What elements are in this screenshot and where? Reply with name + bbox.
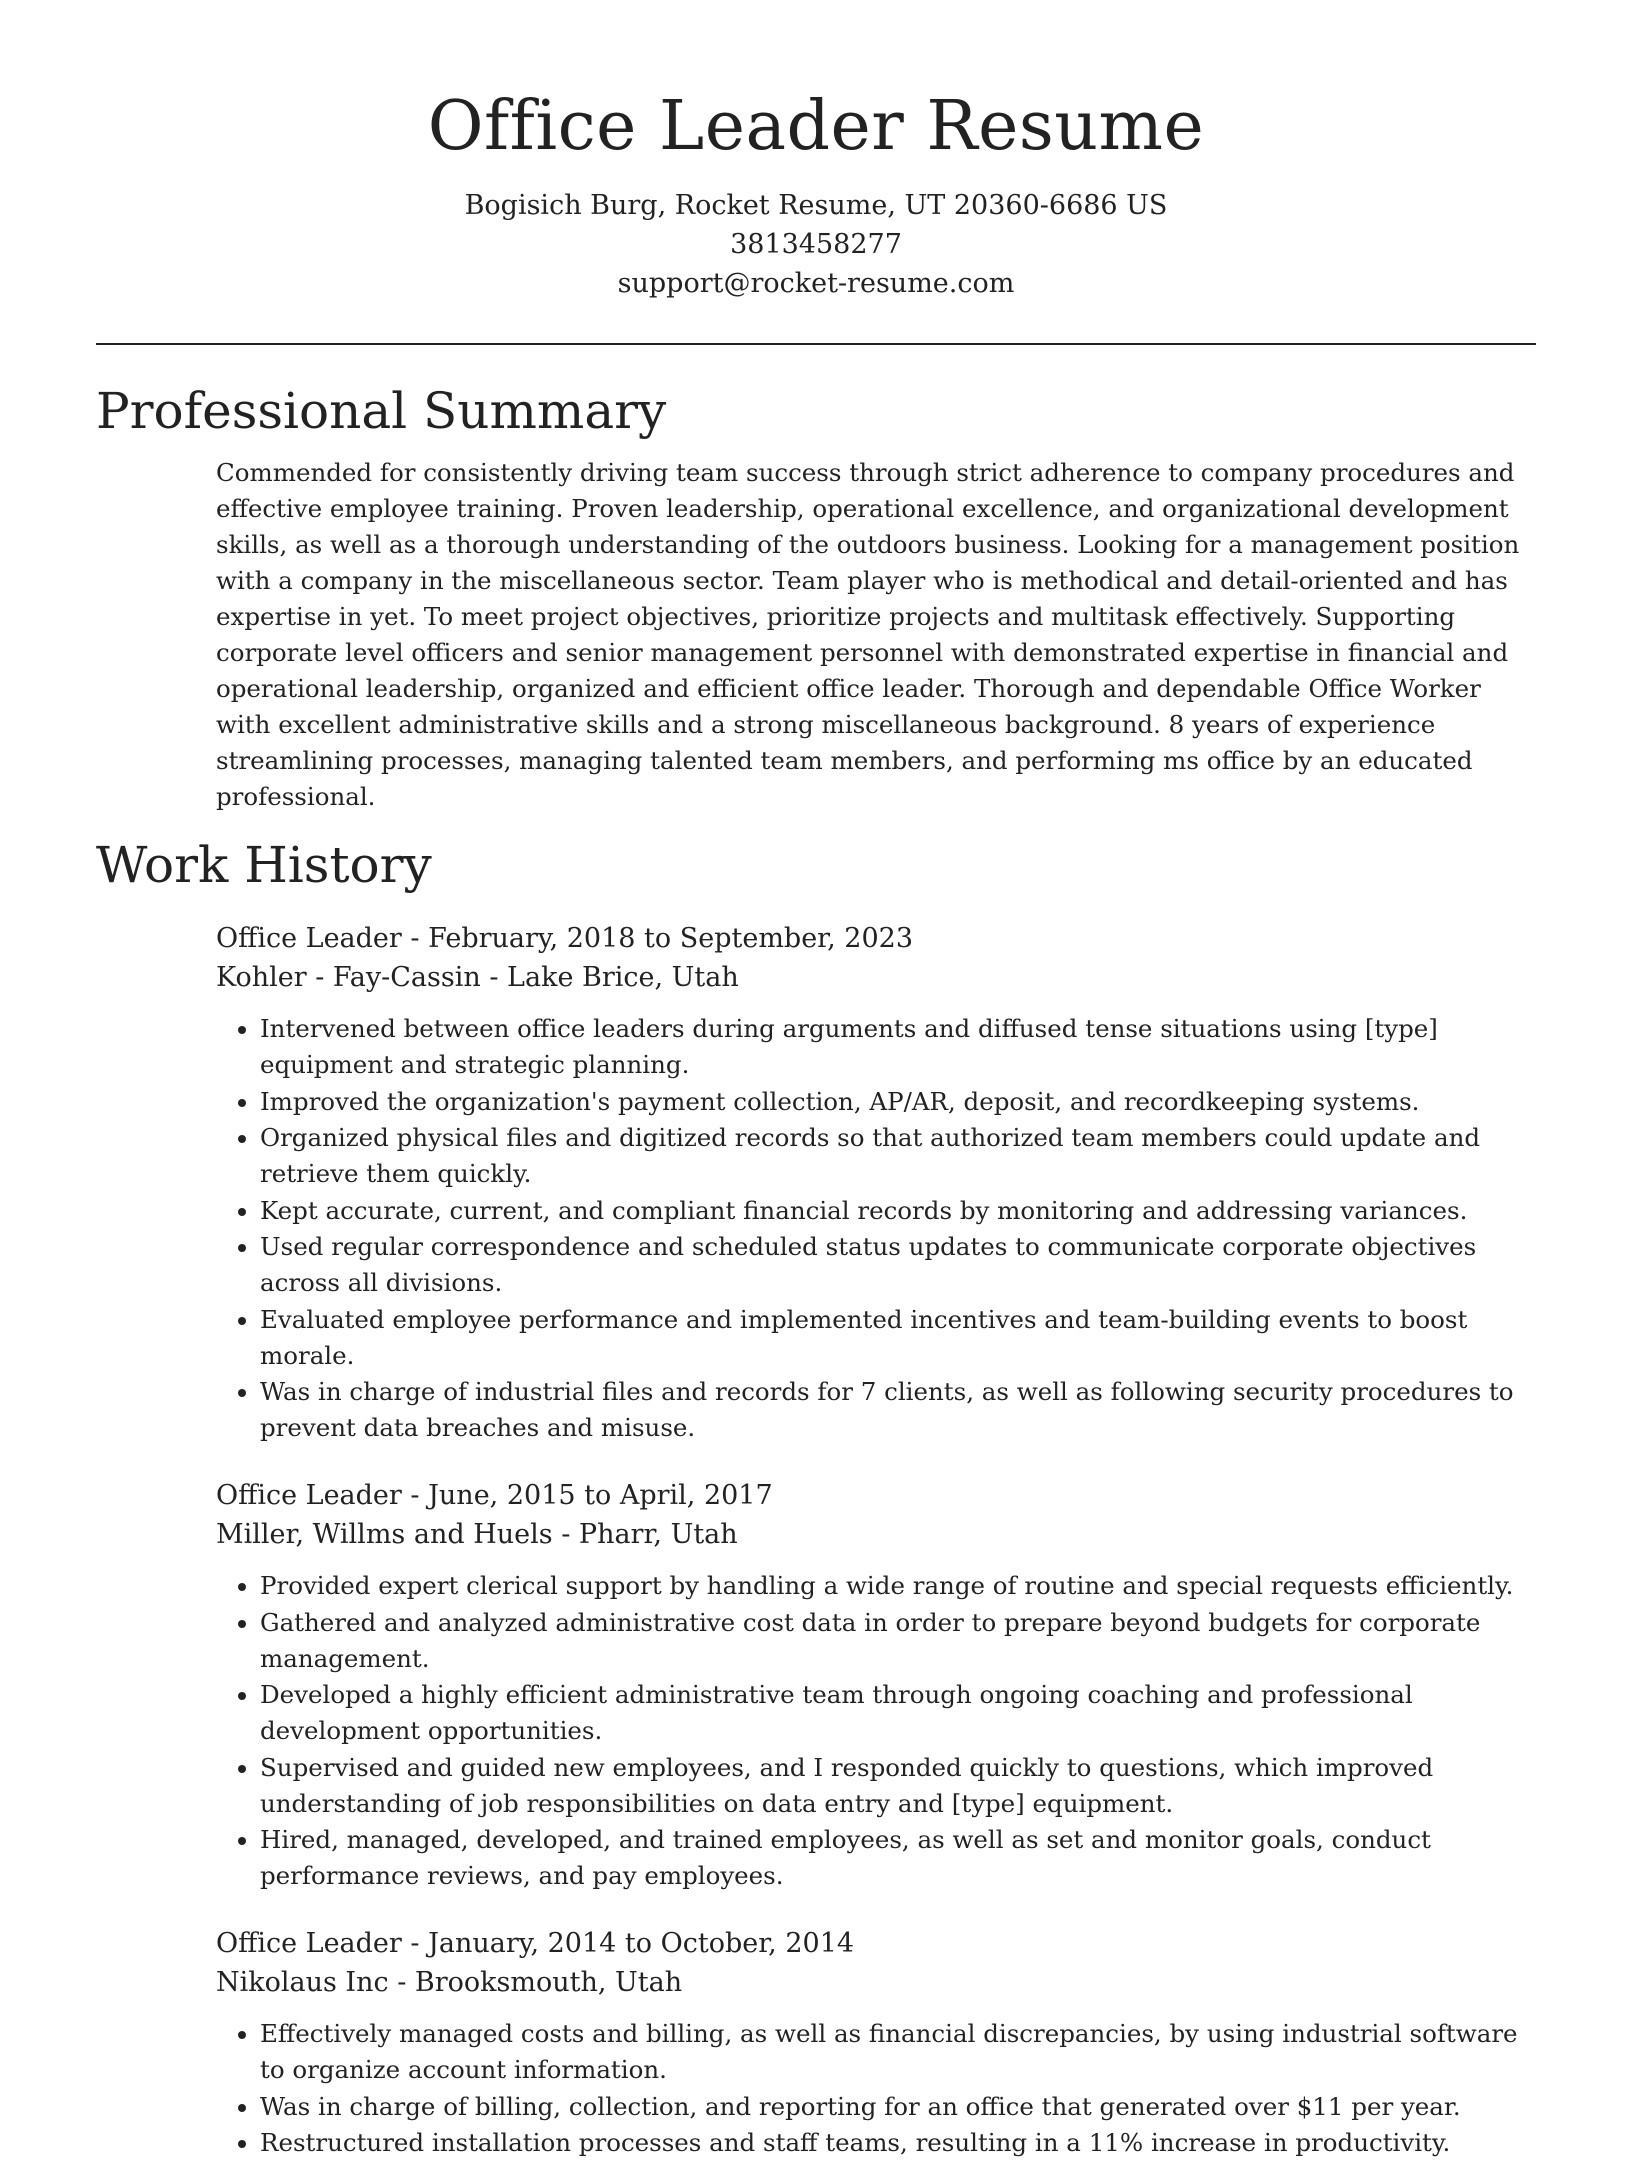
job-bullet: • Restructured installation processes and staff teams, resulting in a 11% increase in productivity.: [260, 2125, 1536, 2161]
header-divider: [96, 343, 1536, 345]
job-bullet: • Organized physical files and digitized records so that authorized team members could update and retrieve them quickly.: [260, 1120, 1536, 1192]
job-company-line: Kohler - Fay-Cassin - Lake Brice, Utah: [216, 962, 739, 993]
job-title-line: Office Leader - February, 2018 to September, 2023: [216, 923, 914, 954]
job-entry: [216, 1924, 1536, 2161]
job-bullet-list: [216, 1011, 1536, 1446]
job-company-line: Nikolaus Inc - Brooksmouth, Utah: [216, 1967, 683, 1998]
contact-email: support@rocket-resume.com: [617, 268, 1015, 299]
job-bullet: • Used regular correspondence and scheduled status updates to communicate corporate objectives across all divisions.: [260, 1229, 1536, 1301]
job-entry: [216, 1476, 1536, 1894]
job-bullet: • Evaluated employee performance and implemented incentives and team-building events to boost morale.: [260, 1302, 1536, 1374]
resume-header: [96, 0, 1536, 303]
resume-title: Office Leader Resume: [427, 87, 1205, 166]
job-bullet: • Provided expert clerical support by handling a wide range of routine and special requests efficiently.: [260, 1568, 1536, 1604]
job-entry: [216, 919, 1536, 1446]
job-bullet-list: [216, 1568, 1536, 1894]
job-bullet: • Effectively managed costs and billing, as well as financial discrepancies, by using industrial software to organize account information.: [260, 2016, 1536, 2088]
job-bullet: • Developed a highly efficient administrative team through ongoing coaching and professional development opportunities.: [260, 1677, 1536, 1749]
contact-address: Bogisich Burg, Rocket Resume, UT 20360-6686 US: [464, 190, 1168, 221]
contact-phone: 3813458277: [730, 229, 902, 260]
job-bullet: • Intervened between office leaders during arguments and diffused tense situations using [type] equipment and strategic planning.: [260, 1011, 1536, 1083]
job-bullet: • Kept accurate, current, and compliant financial records by monitoring and addressing variances.: [260, 1193, 1536, 1229]
job-bullet-list: [216, 2016, 1536, 2161]
summary-heading: Professional Summary: [96, 382, 667, 440]
work-history-heading: Work History: [96, 836, 432, 894]
job-bullet: • Was in charge of industrial files and records for 7 clients, as well as following security procedures to prevent data breaches and misuse.: [260, 1374, 1536, 1446]
job-title-line: Office Leader - June, 2015 to April, 2017: [216, 1480, 773, 1511]
contact-info: [96, 186, 1536, 303]
job-bullet: • Was in charge of billing, collection, and reporting for an office that generated over $11 per year.: [260, 2089, 1536, 2125]
job-bullet: • Improved the organization's payment collection, AP/AR, deposit, and recordkeeping systems.: [260, 1084, 1536, 1120]
job-company-line: Miller, Willms and Huels - Pharr, Utah: [216, 1519, 738, 1550]
job-bullet: • Gathered and analyzed administrative cost data in order to prepare beyond budgets for corporate management.: [260, 1605, 1536, 1677]
job-title-line: Office Leader - January, 2014 to October, 2014: [216, 1928, 855, 1959]
job-bullet: • Hired, managed, developed, and trained employees, as well as set and monitor goals, conduct performance reviews, and pay employees.: [260, 1822, 1536, 1894]
job-bullet: • Supervised and guided new employees, and I responded quickly to questions, which improved understanding of job responsibilities on data entry and [type] equipment.: [260, 1750, 1536, 1822]
summary-text: Commended for consistently driving team success through strict adherence to company procedures and effective employee training. Proven leadership, operational excellence, and organizational development skills, as well as a thorough understanding of the outdoors business. Looking for a management position with a company in the miscellaneous sector. Team player who is methodical and detail-oriented and has expertise in yet. To meet project objectives, prioritize projects and multitask effectively. Supporting corporate level officers and senior management personnel with demonstrated expertise in financial and operational leadership, organized and efficient office leader. Thorough and dependable Office Worker with excellent administrative skills and a strong miscellaneous background. 8 years of experience streamlining processes, managing talented team members, and performing ms office by an educated professional.: [216, 458, 1520, 811]
